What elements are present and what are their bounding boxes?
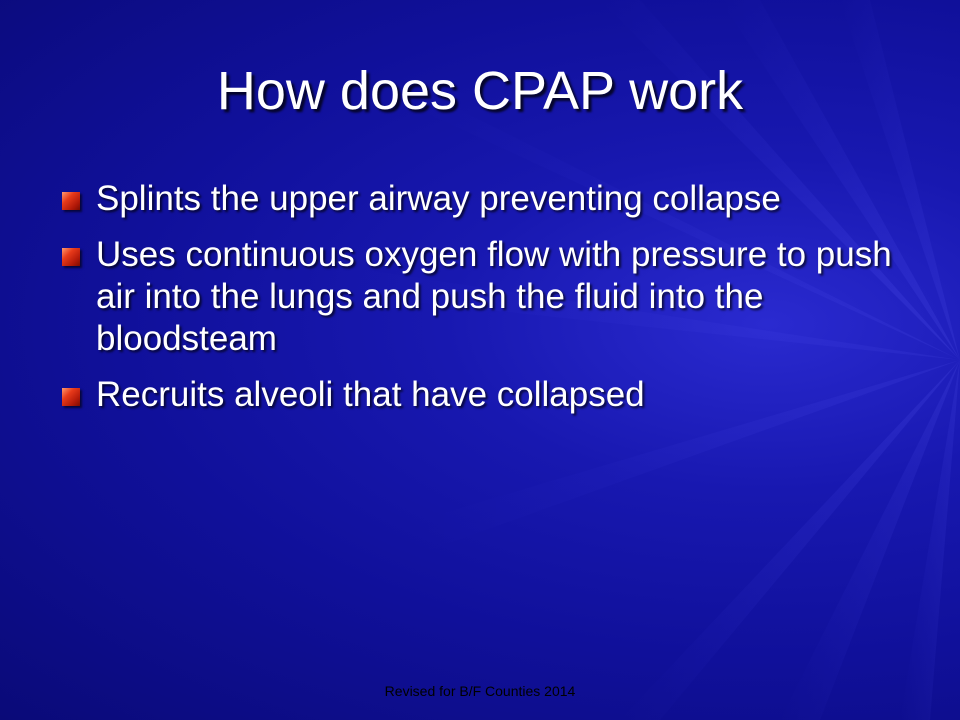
slide-footer: Revised for B/F Counties 2014 — [384, 683, 576, 699]
bullet-item — [60, 374, 920, 416]
red-square-bullet-icon — [62, 192, 80, 210]
slide-title: How does CPAP work — [216, 61, 744, 121]
bullet-text: Recruits alveoli that have collapsed — [96, 375, 645, 414]
bullet-list — [60, 178, 920, 430]
bullet-text: Uses continuous oxygen flow with pressure to push air into the lungs and push the fluid into the bloodsteam — [96, 235, 892, 358]
red-square-bullet-icon — [62, 248, 80, 266]
bullet-item — [60, 234, 920, 360]
red-square-bullet-icon — [62, 388, 80, 406]
bullet-text: Splints the upper airway preventing collapse — [96, 179, 781, 218]
bullet-item — [60, 178, 920, 220]
